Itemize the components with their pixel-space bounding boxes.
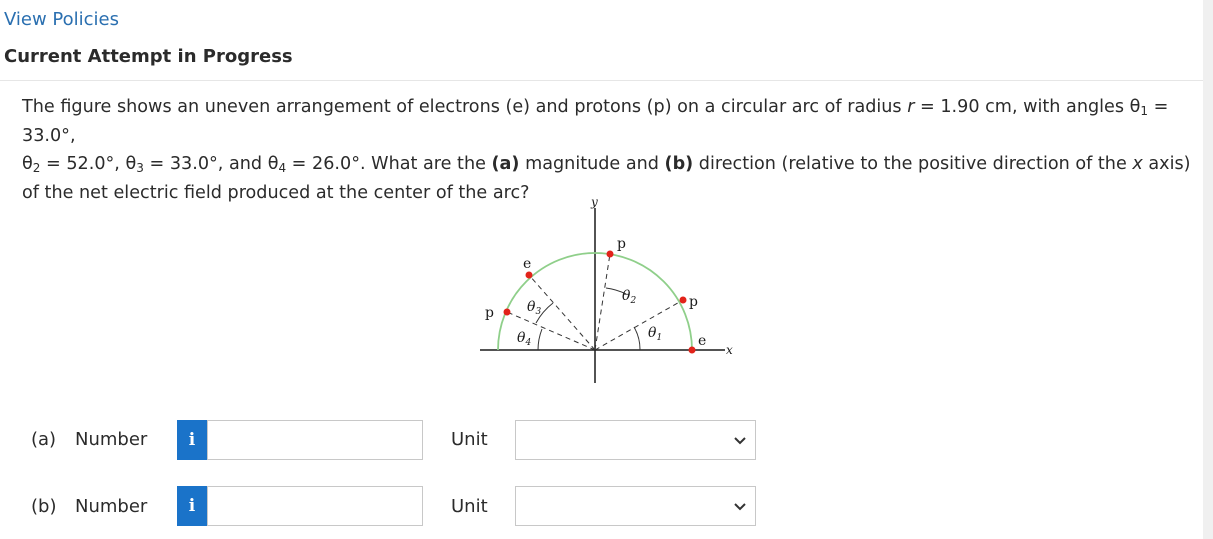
charge-p-left <box>504 309 511 316</box>
part-a-label: (a) <box>31 429 57 450</box>
y-axis-label: y <box>591 195 598 209</box>
info-icon[interactable]: i <box>177 420 207 460</box>
label-e-right: e <box>698 333 707 349</box>
charge-e-right <box>689 347 696 354</box>
number-input-b[interactable] <box>207 486 423 526</box>
number-input-a[interactable] <box>207 420 423 460</box>
unit-select-b[interactable] <box>515 486 756 526</box>
chevron-down-icon <box>733 431 747 449</box>
number-label: Number <box>75 429 148 450</box>
radius-line-p-top <box>595 254 610 350</box>
charge-p-top <box>607 251 614 258</box>
label-theta3: $\theta_3$ <box>527 299 542 317</box>
label-theta4: $\theta_4$ <box>517 330 532 348</box>
x-axis-label: x <box>726 343 733 357</box>
charge-arc-figure <box>470 190 750 390</box>
unit-label: Unit <box>451 429 488 450</box>
label-theta1: $\theta_1$ <box>648 325 663 343</box>
view-policies-link[interactable]: View Policies <box>4 9 120 30</box>
label-p-right: p <box>689 294 698 310</box>
info-icon[interactable]: i <box>177 486 207 526</box>
theta4-arc <box>538 329 542 350</box>
unit-select-a[interactable] <box>515 420 756 460</box>
scroll-gutter <box>1203 0 1213 539</box>
part-b-label: (b) <box>31 496 57 517</box>
label-theta2: $\theta_2$ <box>622 288 637 306</box>
question-text: The figure shows an uneven arrangement of electrons (e) and protons (p) on a circular arc of radius r = 1.90 cm, with angles $\theta_1 = 33.0^\circ$, $\theta_2 = 52.0^\circ$, $\theta_3 = 33.0^\circ$, and $\theta_4 = 26.0^\circ$. What are the (a) magnitude and (b) direction (relative to the positive direction of the x axis) of the net electric field produced at the center of the arc? <box>22 97 1191 203</box>
number-label: Number <box>75 496 148 517</box>
charge-p-right <box>680 297 687 304</box>
label-e-upper: e <box>523 256 532 272</box>
attempt-status-heading: Current Attempt in Progress <box>4 46 293 67</box>
label-p-top: p <box>617 236 626 252</box>
chevron-down-icon <box>733 497 747 515</box>
theta1-arc <box>634 327 640 350</box>
header-band <box>0 0 1213 82</box>
unit-label: Unit <box>451 496 488 517</box>
divider <box>0 80 1203 81</box>
label-p-left: p <box>485 305 494 321</box>
charge-e-upper <box>526 272 533 279</box>
